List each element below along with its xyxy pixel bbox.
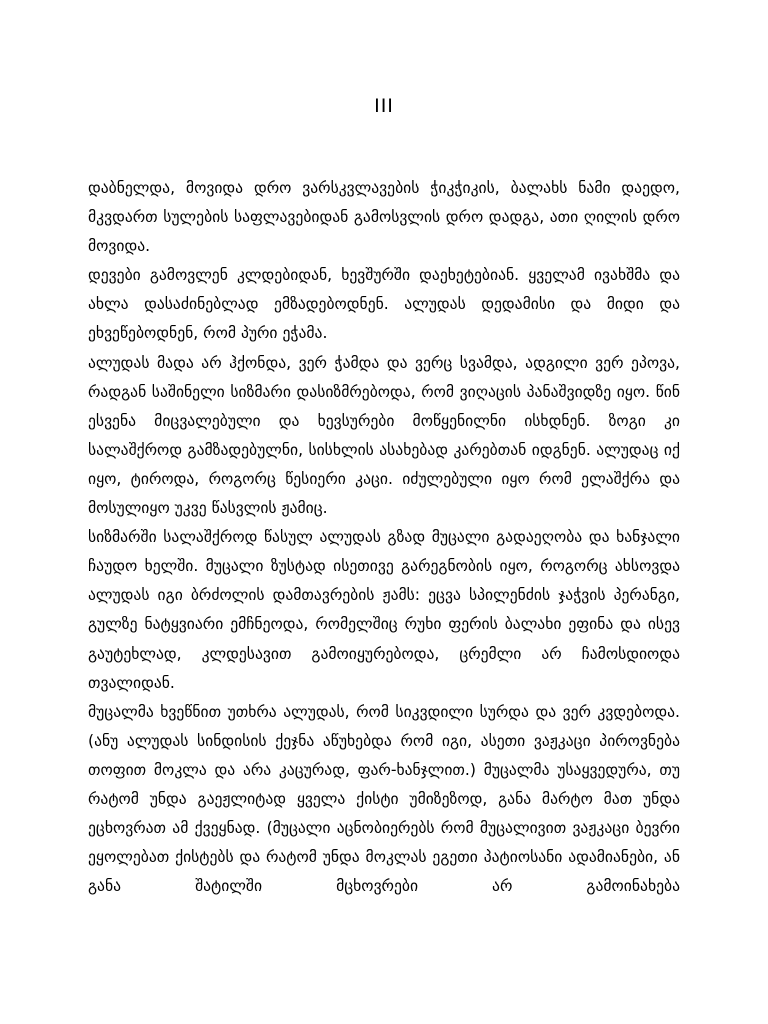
chapter-heading: III <box>374 95 394 117</box>
paragraph-1: დაბნელდა, მოვიდა დრო ვარსკვლავების ჭიკჭიკის, ბალახს ნამი დაედო, მკვდართ სულების საფლავებიდან გამოსვლის დრო დადგა, ათი ღილის დრო მოვიდა. <box>88 179 680 256</box>
body-text <box>88 174 680 901</box>
paragraph-5: მუცალმა ხვეწნით უთხრა ალუდას, რომ სიკვდილი სურდა და ვერ კვდებოდა. (ანუ ალუდას სინდისის ქეჯნა აწუხებდა რომ იგი, ასეთი ვაჟკაცი პიროვნება თოფით მოკლა და არა კაცურად, ფარ-ხანჯლით.) მუცალმა უსაყვედურა, თუ რატომ უნდა გაეჟლიტად ყველა ქისტი უმიზეზოდ, განა მარტო მათ უნდა ეცხოვრათ ამ ქვეყნად. (მუცალი აცნობიერებს რომ მუცალივით ვაჟკაცი ბევრი ეყოლებათ ქისტებს და რატომ უნდა მოკლას ეგეთი პატიოსანი ადამიანები, ან განა შატილში მცხოვრები არ გამოინახება <box>88 702 680 896</box>
paragraph-3: ალუდას მადა არ ჰქონდა, ვერ ჭამდა და ვერც სვამდა, ადგილი ვერ ეპოვა, რადგან საშინელი სიზმარი დასიზმრებოდა, რომ ვიღაცის პანაშვიდზე იყო. წინ ესვენა მიცვალებული და ხევსურები მოწყენილნი ისხდნენ. ზოგი კი სალაშქროდ გამზადებულნი, სისხლის ასახებად კარებთან იდგნენ. ალუდაც იქ იყო, ტიროდა, როგორც წესიერი კაცი. იძულებული იყო რომ ელაშქრა და მოსულიყო უკვე წასვლის ჟამიც. <box>88 353 680 518</box>
paragraph-2: დევები გამოვლენ კლდებიდან, ხევშურში დაეხეტებიან. ყველამ ივახშმა და ახლა დასაძინებლად ემზადებოდნენ. ალუდას დედამისი და მიდი და ეხვეწებოდნენ, რომ პური ეჭამა. <box>88 266 680 343</box>
paragraph-4: სიზმარში სალაშქროდ წასულ ალუდას გზად მუცალი გადაეღობა და ხანჯალი ჩაუდო ხელში. მუცალი ზუსტად ისეთივე გარეგნობის იყო, როგორც ახსოვდა ალუდას იგი ბრძოლის დამთავრების ჟამს: ეცვა სპილენძის ჯაჭვის პერანგი, გულზე ნატყვიარი ემჩნეოდა, რომელშიც რუხი ფერის ბალახი ეფინა და ისევ გაუტეხლად, კლდესავით გამოიყურებოდა, ცრემლი არ ჩამოსდიოდა თვალიდან. <box>88 528 680 692</box>
